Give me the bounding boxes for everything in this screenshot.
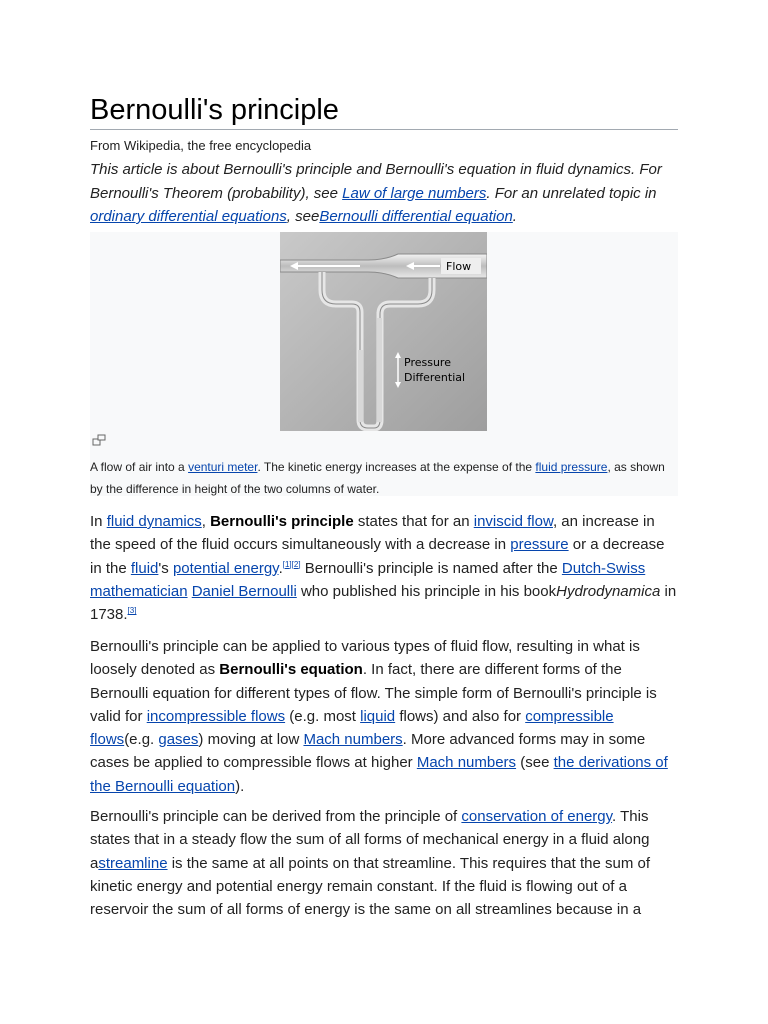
link-mach-numbers[interactable]: Mach numbers [303,731,403,749]
body-text: , [201,513,211,530]
link-derivations-bernoulli-equation[interactable]: the derivations of the Bernoulli equation [90,754,668,795]
link-liquid[interactable]: liquid [360,707,396,725]
hatnote-text: . [512,208,517,225]
pressure-label-line2: Differential [404,371,466,384]
body-text: flows) and also for [395,707,526,725]
link-inviscid-flow[interactable]: inviscid flow [473,513,553,530]
body-text: or a decrease in the [90,536,665,577]
body-text: Bernoulli's principle is named after the [300,559,562,577]
hatnote-text: , see [286,208,320,225]
caption-text: A flow of air into a [90,460,189,474]
link-fluid[interactable]: fluid [130,559,159,577]
body-text: . In fact, there are different forms of the Bernoulli equation for different types of flow. The simple form of Bernoulli's principle is valid for [90,661,657,725]
venturi-meter-image[interactable] [280,232,487,431]
body-text: ). [235,777,245,795]
term-bernoullis-principle: Bernoulli's principle [210,513,354,530]
link-fluid-dynamics[interactable]: fluid dynamics [106,513,202,530]
link-streamline[interactable]: streamline [98,854,168,872]
link-law-of-large-numbers[interactable]: Law of large numbers [342,184,487,202]
body-text: , an increase in the speed of the fluid occurs simultaneously with a decrease in [90,513,655,554]
link-daniel-bernoulli[interactable]: Daniel Bernoulli [191,582,297,600]
hatnote-text: This article is about Bernoulli's principle and Bernoulli's equation in fluid dynamics. For Bernoulli's Theorem (probability), see [90,161,662,202]
citation-3[interactable]: [3] [127,606,137,616]
site-subtitle: From Wikipedia, the free encyclopedia [90,138,312,153]
body-text: 's [158,559,173,577]
link-fluid-pressure[interactable]: fluid pressure [535,460,608,474]
thumbnail-figure [90,232,678,496]
page-title: Bernoulli's principle [90,92,678,130]
hatnote-text: . For an unrelated topic in [486,184,657,202]
caption-text: , as shown by the difference in height of the two columns of water. [90,460,665,496]
citation-1-2[interactable]: [1][2] [282,559,301,569]
caption-text: . The kinetic energy increases at the expense of the [257,460,536,474]
flow-label: Flow [446,260,472,273]
body-text: . More advanced forms may in some cases be applied to compressible flows at higher [90,731,646,772]
body-text: is the same at all points on that streamline. This requires that the sum of kinetic energy and potential energy remain constant. If the fluid is flowing out of a reservoir the sum of all forms of energy is the same on all streamlines because in a [90,854,651,919]
body-text: . [278,559,283,577]
hatnote [90,158,678,229]
body-text: who published his principle in his book [296,582,557,600]
body-text: (see [516,754,554,772]
link-potential-energy[interactable]: potential energy [172,559,279,577]
paragraph-intro [90,510,678,626]
paragraph-equation [90,635,678,798]
link-venturi-meter[interactable]: venturi meter [188,460,258,474]
enlarge-icon[interactable] [92,434,106,446]
body-text: ) moving at low [198,731,304,749]
body-text: In [90,513,107,530]
link-gases[interactable]: gases [158,731,199,749]
figure-caption [90,456,678,500]
pressure-label-line1: Pressure [404,356,451,369]
body-text: states that for an [353,513,474,530]
link-ordinary-differential-equations[interactable]: ordinary differential equations [90,208,287,225]
body-text: Bernoulli's principle can be derived from the principle of [90,808,462,825]
link-conservation-of-energy[interactable]: conservation of energy [461,808,613,825]
link-mach-numbers-2[interactable]: Mach numbers [416,754,517,772]
link-compressible-flows[interactable]: compressible flows [90,707,614,749]
link-incompressible-flows[interactable]: incompressible flows [146,707,286,725]
link-mathematician[interactable]: mathematician [90,582,188,600]
link-pressure[interactable]: pressure [510,536,569,554]
body-text: in 1738. [90,582,677,624]
body-text: (e.g. most [285,707,361,725]
body-text: (e.g. [124,731,159,749]
term-bernoullis-equation: Bernoulli's equation [219,661,363,679]
link-dutch-swiss[interactable]: Dutch-Swiss [561,559,646,577]
body-text: Bernoulli's principle can be applied to various types of fluid flow, resulting in what is loosely denoted as [90,638,640,679]
paragraph-derivation [90,805,678,921]
link-bernoulli-differential-equation[interactable]: Bernoulli differential equation [319,208,513,225]
book-title: Hydrodynamica [556,582,661,600]
body-text: . This states that in a steady flow the sum of all forms of mechanical energy in a fluid along a [90,808,650,872]
